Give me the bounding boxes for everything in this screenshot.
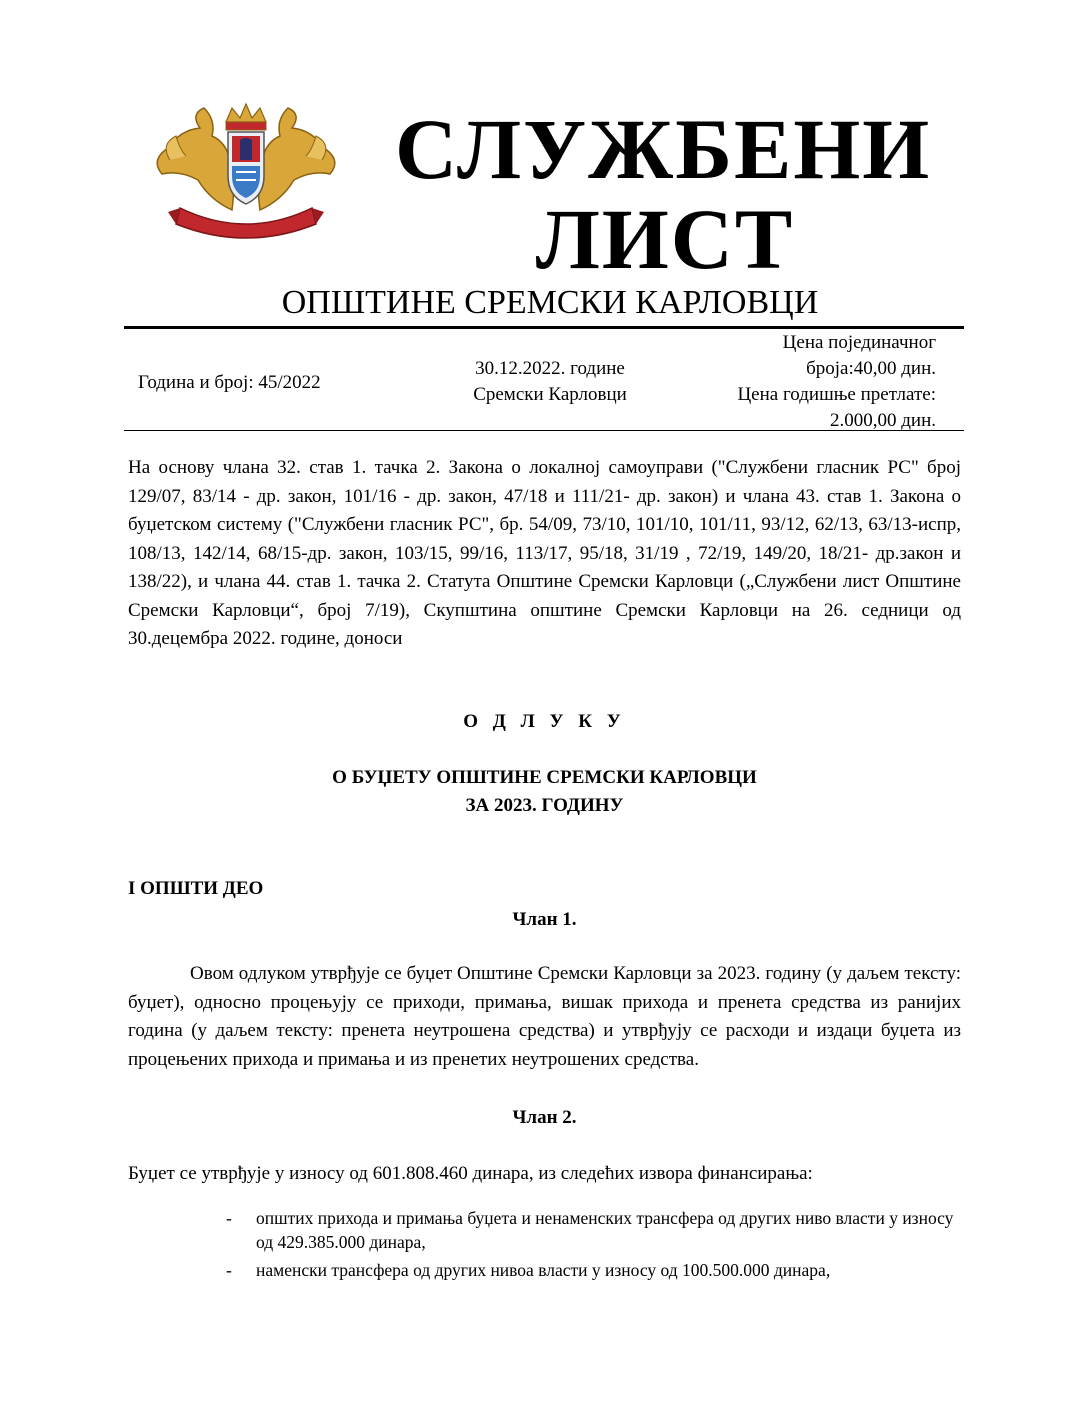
issue-place: Сремски Карловци — [473, 384, 627, 405]
price-single-value: броја:40,00 дин. — [806, 358, 936, 379]
decision-subtitle-line1: О БУЏЕТУ ОПШТИНЕ СРЕМСКИ КАРЛОВЦИ — [332, 767, 757, 788]
preamble-paragraph: На основу члана 32. став 1. тачка 2. Закона о локалној самоуправи ("Службени гласник РС" број 129/07, 83/14 - др. закон, 101/16 - др. закон, 47/18 и 111/21- др. закон) и члана 43. став 1. Закона о буџетском систему ("Службени гласник РС", бр. 54/09, 73/10, 101/10, 101/11, 93/12, 62/13, 63/13-испр, 108/13, 142/14, 68/15-др. закон, 103/15, 99/16, 113/17, 95/18, 31/19 , 72/19, 149/20, 18/21- др.закон и 138/22), и члана 44. став 1. тачка 2. Статута Општине Сремски Карловци („Службени лист Општине Сремски Карловци“, број 7/19), Скупштина општине Сремски Карловци на 26. седници од 30.децембра 2022. године, доноси — [128, 457, 961, 649]
funding-sources-list — [222, 1206, 962, 1286]
list-item-text: општих прихода и примања буџета и ненаменских трансфера од других ниво власти у износу од 429.385.000 динара, — [256, 1208, 954, 1252]
decision-subtitle-line2: ЗА 2023. ГОДИНУ — [465, 795, 624, 816]
price-annual-label: Цена годишње претлате: — [737, 384, 936, 405]
article-1-heading: Члан 1. — [512, 909, 577, 930]
price-info — [690, 330, 936, 434]
article-2-text: Буџет се утврђује у износу од 601.808.460 динара, из следећих извора финансирања: — [128, 1163, 813, 1184]
newspaper-title-line1: СЛУЖБЕНИ — [395, 101, 932, 197]
list-item: - општих прихода и примања буџета и ненаменских трансфера од других ниво власти у износу од 429.385.000 динара, — [226, 1208, 954, 1252]
header-rule-bottom — [124, 430, 964, 431]
price-single-label: Цена појединачног — [782, 332, 936, 353]
newspaper-title-line2: ЛИСТ — [535, 191, 795, 287]
decision-title: О Д Л У К У — [463, 711, 626, 732]
header-rule-top — [124, 326, 964, 329]
section-heading: I ОПШТИ ДЕО — [128, 878, 264, 899]
list-item: - наменски трансфера од других нивоа власти у износу од 100.500.000 динара, — [226, 1260, 831, 1280]
issue-date-place — [420, 356, 680, 408]
decision-subtitle — [128, 764, 961, 820]
issue-date: 30.12.2022. године — [475, 358, 625, 379]
price-annual-value: 2.000,00 дин. — [829, 410, 936, 431]
article-2-heading: Члан 2. — [512, 1107, 577, 1128]
issue-number: Година и број: 45/2022 — [138, 372, 321, 393]
article-1-text: Овом одлуком утврђује се буџет Општине Сремски Карловци за 2023. годину (у даљем тексту: буџет), односно процењују се приходи, примања, вишак прихода и пренета средства из ранијих година (у даљем тексту: пренета неутрошена средства) и утврђују се расходи и издаци буџета из процењених прихода и примања и из пренетих неутрошених средства. — [128, 963, 961, 1070]
list-item-text: наменски трансфера од других нивоа власти у износу од 100.500.000 динара, — [256, 1260, 831, 1280]
newspaper-subtitle: ОПШТИНЕ СРЕМСКИ КАРЛОВЦИ — [281, 284, 819, 321]
municipal-coat-of-arms-icon — [140, 100, 352, 240]
